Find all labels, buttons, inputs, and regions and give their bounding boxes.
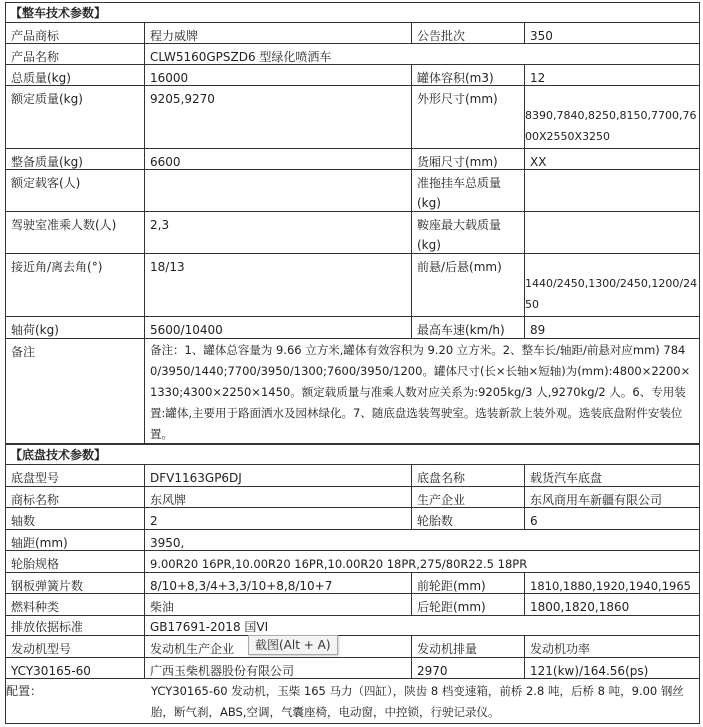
table-row: [5, 508, 700, 530]
label-cell: 燃料种类: [6, 594, 145, 615]
label-cell: 商标名称: [6, 487, 145, 507]
notes-label: 备注: [6, 339, 145, 443]
value-cell: [525, 170, 701, 211]
label-cell: 罐体容积(m3): [412, 65, 525, 85]
table-row: [5, 170, 700, 212]
value-cell: 程力威牌: [145, 23, 412, 43]
table-row: [5, 44, 700, 65]
value-cell: 89: [530, 323, 546, 337]
label-cell: 轮胎规格: [6, 551, 145, 572]
value-cell: 2: [145, 508, 412, 529]
value-cell: 9.00R20 16PR,10.00R20 16PR,10.00R20 18PR,275/80R22.5 18PR: [150, 557, 528, 571]
label-cell: 驾驶室准乘人数(人): [6, 212, 145, 253]
label-cell: 发动机生产企业: [145, 636, 412, 657]
value-cell: 柴油: [145, 594, 412, 615]
label-cell: 总质量(kg): [6, 65, 145, 85]
value-cell: 1440/2450,1300/2450,1200/2450: [525, 277, 698, 311]
table-row: [5, 86, 700, 149]
label-cell: 发动机排量: [412, 636, 525, 657]
table-row: [5, 65, 700, 86]
table-row: [5, 465, 700, 487]
label-cell: 产品名称: [6, 44, 145, 64]
label-cell: 轴数: [6, 508, 145, 529]
value-cell: 2,3: [145, 212, 412, 253]
value-cell: 6600: [145, 149, 412, 169]
config-row: [5, 679, 700, 724]
value-cell: DFV1163GP6DJ: [145, 465, 412, 486]
value-cell: 12: [530, 71, 546, 85]
value-cell: YCY30165-60: [6, 658, 145, 678]
value-cell: 东风商用车新疆有限公司: [530, 493, 663, 507]
label-cell: 额定质量(kg): [6, 86, 145, 148]
table-row: [5, 594, 700, 616]
label-cell: 底盘名称: [412, 465, 525, 486]
label-cell: 生产企业: [412, 487, 525, 507]
label-cell: 钢板弹簧片数: [6, 573, 145, 593]
table-row: [5, 23, 700, 44]
label-cell: 轴距(mm): [6, 530, 145, 550]
value-cell: 东风牌: [145, 487, 412, 507]
table-row: [5, 551, 700, 573]
label-cell: 发动机型号: [6, 636, 145, 657]
table-row: [5, 487, 700, 508]
value-cell: 3950,: [150, 536, 185, 550]
engine-header-row: [5, 636, 700, 658]
value-cell: 8390,7840,8250,8150,7700,7600X2550X3250: [525, 109, 697, 143]
value-cell: 1800,1820,1860: [530, 600, 630, 614]
label-cell: 整备质量(kg): [6, 149, 145, 169]
table-row: [5, 573, 700, 594]
config-label: 配置：: [6, 684, 43, 698]
value-cell: 6: [530, 514, 538, 528]
label-cell: 产品商标: [6, 23, 145, 43]
label-cell: 接近角/离去角(°): [6, 254, 145, 316]
label-cell: 准拖挂车总质量(kg): [412, 170, 525, 211]
value-cell: [145, 170, 412, 211]
value-cell: 5600/10400: [145, 317, 412, 338]
label-cell: 额定载客(人): [6, 170, 145, 211]
label-cell: 鞍座最大载质量(kg): [412, 212, 525, 253]
label-cell: 底盘型号: [6, 465, 145, 486]
label-cell: 发动机功率: [530, 642, 591, 656]
value-cell: [525, 212, 701, 253]
chassis-section-title: 【底盘技术参数】: [5, 444, 700, 465]
notes-text: 备注：1、罐体总容量为 9.66 立方米,罐体有效容积为 9.20 立方米。2、整车长/轴距/前悬对应mm) 7840/3950/1440;7700/3950/1300;7600/3950/1200。罐体尺寸(长×长轴×短轴)为(mm):4800×2200×1330;4300×2250×1450。额定载质量与准乘人数对应关系为:9205kg/3 人,9270kg/2 人。6、专用装置:罐体,主要用于路面洒水及园林绿化。7、随底盘选装驾驶室。选装新款上装外观。选装底盘附件安装位置。: [150, 343, 691, 441]
table-row: [5, 317, 700, 339]
label-cell: 后轮距(mm): [412, 594, 525, 615]
value-cell: 载货汽车底盘: [530, 471, 603, 485]
table-row: [5, 254, 700, 317]
engine-value-row: [5, 658, 700, 679]
label-cell: 最高车速(km/h): [412, 317, 525, 338]
table-row: [5, 616, 700, 636]
value-cell: 350: [530, 29, 553, 43]
value-cell: 16000: [145, 65, 412, 85]
value-cell: GB17691-2018 国VI: [150, 620, 269, 634]
value-cell: 18/13: [145, 254, 412, 316]
notes-row: [5, 339, 700, 444]
value-cell: 2970: [412, 658, 525, 678]
value-cell: 1810,1880,1920,1940,1965: [530, 579, 691, 593]
value-cell: 9205,9270: [145, 86, 412, 148]
value-cell: 广西玉柴机器股份有限公司: [145, 658, 412, 678]
value-cell: CLW5160GPSZD6 型绿化喷洒车: [150, 50, 332, 64]
label-cell: 排放依据标准: [6, 616, 145, 635]
vehicle-section-title: 【整车技术参数】: [5, 2, 700, 23]
value-cell: 8/10+8,3/4+3,3/10+8,8/10+7: [145, 573, 412, 593]
label-cell: 轴荷(kg): [6, 317, 145, 338]
label-cell: 前轮距(mm): [412, 573, 525, 593]
label-cell: 前悬/后悬(mm): [412, 254, 525, 316]
screenshot-tooltip: 截图(Alt + A): [248, 635, 338, 655]
config-text: YCY30165-60 发动机，玉柴 165 马力（四缸），陕齿 8 档变速箱，前桥 2.8 吨，后桥 8 吨，9.00 钢丝胎，断气刹，ABS,空调，气囊座椅，电动窗，中控锁，行驶记录仪。: [151, 684, 684, 719]
value-cell: 121(kw)/164.56(ps): [530, 664, 649, 678]
table-row: [5, 212, 700, 254]
label-cell: 公告批次: [412, 23, 525, 43]
table-row: [5, 149, 700, 170]
value-cell: XX: [530, 155, 547, 169]
label-cell: 货厢尺寸(mm): [412, 149, 525, 169]
table-row: [5, 530, 700, 551]
label-cell: 外形尺寸(mm): [412, 86, 525, 148]
label-cell: 轮胎数: [412, 508, 525, 529]
